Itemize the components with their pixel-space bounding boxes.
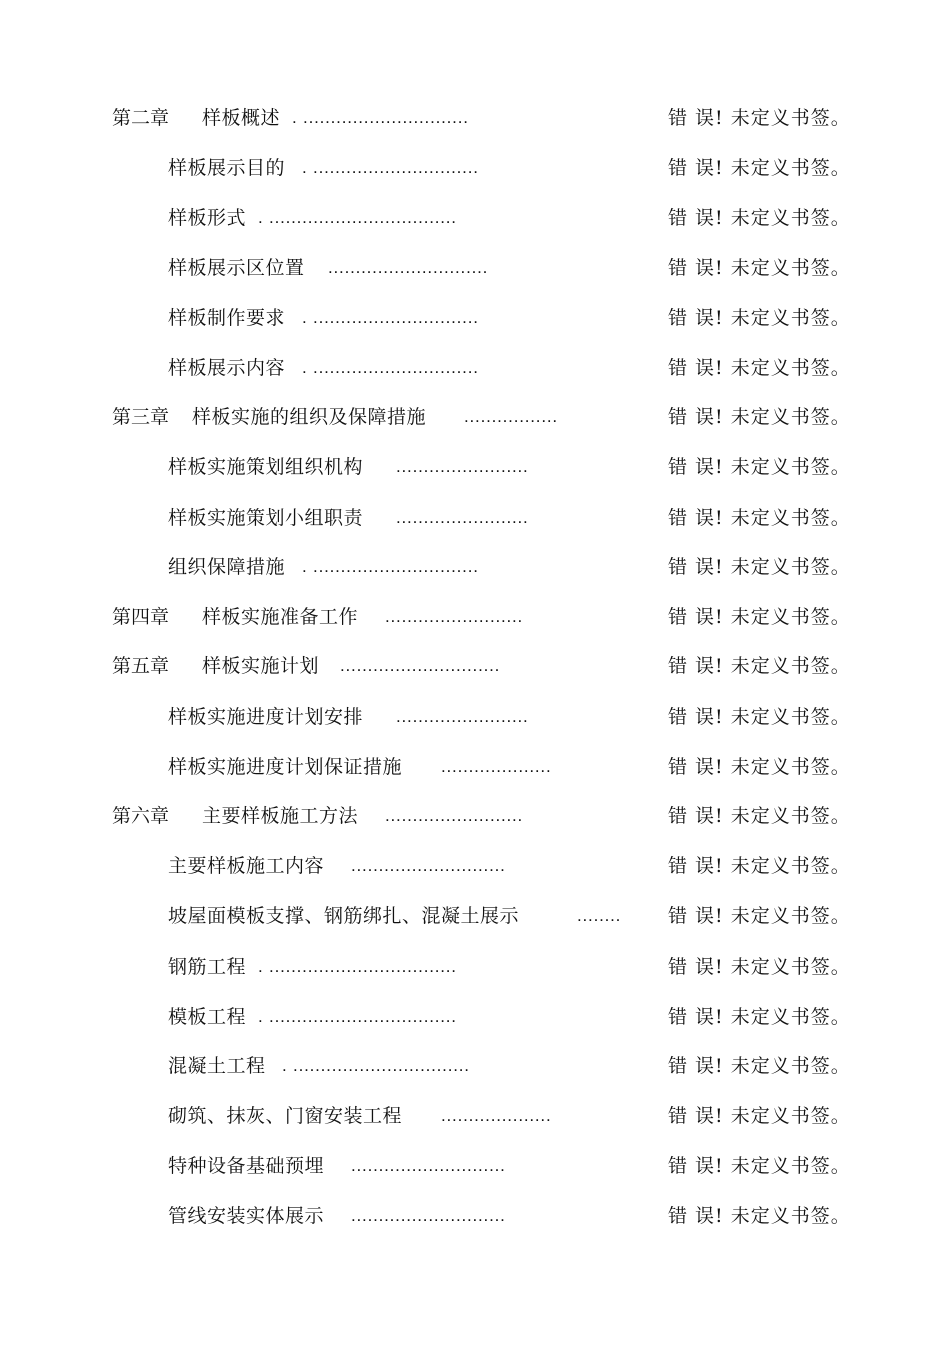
toc-chapter-label: 第四章 — [112, 606, 170, 628]
toc-chapter-label: 第六章 — [112, 805, 170, 827]
toc-entry-title: 样板展示区位置 — [168, 257, 305, 279]
toc-leader-dots: ........................ — [396, 508, 529, 527]
toc-entry-chapter-3[interactable] — [0, 402, 950, 432]
toc-entry-title: 钢筋工程 — [168, 956, 247, 978]
toc-page-ref-error: 错 误! 未定义书签。 — [668, 855, 851, 877]
toc-entry-title: 样板实施的组织及保障措施 — [192, 406, 427, 428]
toc-leader-dots: ............................ — [351, 856, 506, 875]
toc-entry-chapter-2[interactable] — [0, 103, 950, 133]
toc-entry-title: 样板形式 — [168, 207, 247, 229]
toc-entry-title: 样板实施计划 — [202, 655, 320, 677]
toc-leader-dots: . .............................. — [302, 358, 479, 377]
toc-chapter-label: 第二章 — [112, 107, 170, 129]
toc-entry[interactable] — [0, 901, 950, 931]
toc-leader-dots: . .................................. — [258, 1007, 457, 1026]
toc-entry[interactable] — [0, 952, 950, 982]
toc-leader-dots: . .............................. — [302, 158, 479, 177]
toc-leader-dots: . .................................. — [258, 208, 457, 227]
toc-entry[interactable] — [0, 1002, 950, 1032]
toc-entry-title: 坡屋面模板支撑、钢筋绑扎、混凝土展示 — [168, 905, 520, 927]
toc-entry-title: 样板实施进度计划保证措施 — [168, 756, 403, 778]
toc-leader-dots: ............................ — [351, 1156, 506, 1175]
toc-page-ref-error: 错 误! 未定义书签。 — [668, 357, 851, 379]
toc-leader-dots: . .................................. — [258, 957, 457, 976]
toc-page-ref-error: 错 误! 未定义书签。 — [668, 307, 851, 329]
toc-leader-dots: ........ — [577, 906, 622, 925]
toc-leader-dots: ......................... — [385, 806, 524, 825]
toc-page-ref-error: 错 误! 未定义书签。 — [668, 456, 851, 478]
toc-leader-dots: .................... — [441, 1106, 552, 1125]
toc-page-ref-error: 错 误! 未定义书签。 — [668, 257, 851, 279]
toc-leader-dots: ............................. — [328, 258, 489, 277]
toc-entry[interactable] — [0, 1101, 950, 1131]
toc-entry-title: 模板工程 — [168, 1006, 247, 1028]
toc-entry-title: 样板实施策划小组职责 — [168, 507, 364, 529]
toc-entry[interactable] — [0, 303, 950, 333]
toc-entry[interactable] — [0, 153, 950, 183]
toc-entry[interactable] — [0, 253, 950, 283]
toc-entry-chapter-5[interactable] — [0, 651, 950, 681]
toc-leader-dots: ............................ — [351, 1206, 506, 1225]
toc-leader-dots: ............................. — [340, 656, 501, 675]
toc-page-ref-error: 错 误! 未定义书签。 — [668, 507, 851, 529]
toc-page-ref-error: 错 误! 未定义书签。 — [668, 655, 851, 677]
toc-entry[interactable] — [0, 1151, 950, 1181]
toc-leader-dots: . ................................ — [282, 1056, 470, 1075]
toc-entry[interactable] — [0, 503, 950, 533]
toc-leader-dots: .................... — [441, 757, 552, 776]
toc-page-ref-error: 错 误! 未定义书签。 — [668, 1055, 851, 1077]
toc-page-ref-error: 错 误! 未定义书签。 — [668, 556, 851, 578]
toc-page-ref-error: 错 误! 未定义书签。 — [668, 1006, 851, 1028]
toc-page-ref-error: 错 误! 未定义书签。 — [668, 706, 851, 728]
toc-entry-title: 混凝土工程 — [168, 1055, 266, 1077]
toc-page-ref-error: 错 误! 未定义书签。 — [668, 157, 851, 179]
toc-page-ref-error: 错 误! 未定义书签。 — [668, 1105, 851, 1127]
toc-entry[interactable] — [0, 353, 950, 383]
toc-entry-title: 样板展示内容 — [168, 357, 286, 379]
toc-page-ref-error: 错 误! 未定义书签。 — [668, 805, 851, 827]
toc-leader-dots: ........................ — [396, 457, 529, 476]
toc-entry[interactable] — [0, 203, 950, 233]
toc-entry-title: 样板概述 — [202, 107, 281, 129]
toc-entry[interactable] — [0, 851, 950, 881]
toc-entry-title: 组织保障措施 — [168, 556, 286, 578]
toc-entry[interactable] — [0, 702, 950, 732]
toc-page-ref-error: 错 误! 未定义书签。 — [668, 756, 851, 778]
toc-chapter-label: 第五章 — [112, 655, 170, 677]
toc-entry-title: 主要样板施工方法 — [202, 805, 359, 827]
toc-entry-title: 样板实施进度计划安排 — [168, 706, 364, 728]
toc-entry[interactable] — [0, 1201, 950, 1231]
toc-entry-title: 砌筑、抹灰、门窗安装工程 — [168, 1105, 403, 1127]
toc-entry-title: 样板实施准备工作 — [202, 606, 359, 628]
toc-leader-dots: ................. — [464, 407, 558, 426]
toc-leader-dots: ......................... — [385, 607, 524, 626]
toc-page-ref-error: 错 误! 未定义书签。 — [668, 1205, 851, 1227]
toc-entry-title: 特种设备基础预埋 — [168, 1155, 325, 1177]
toc-page-ref-error: 错 误! 未定义书签。 — [668, 207, 851, 229]
toc-entry[interactable] — [0, 1051, 950, 1081]
toc-entry-title: 主要样板施工内容 — [168, 855, 325, 877]
toc-page-ref-error: 错 误! 未定义书签。 — [668, 406, 851, 428]
toc-leader-dots: ........................ — [396, 707, 529, 726]
toc-leader-dots: . .............................. — [302, 308, 479, 327]
toc-chapter-label: 第三章 — [112, 406, 170, 428]
toc-entry[interactable] — [0, 452, 950, 482]
toc-page-ref-error: 错 误! 未定义书签。 — [668, 606, 851, 628]
toc-entry-title: 样板实施策划组织机构 — [168, 456, 364, 478]
toc-leader-dots: . .............................. — [292, 108, 469, 127]
toc-entry-title: 样板制作要求 — [168, 307, 286, 329]
toc-entry-chapter-6[interactable] — [0, 801, 950, 831]
toc-page-ref-error: 错 误! 未定义书签。 — [668, 905, 851, 927]
toc-entry-title: 管线安装实体展示 — [168, 1205, 325, 1227]
toc-entry-title: 样板展示目的 — [168, 157, 286, 179]
toc-page-ref-error: 错 误! 未定义书签。 — [668, 956, 851, 978]
toc-page-ref-error: 错 误! 未定义书签。 — [668, 107, 851, 129]
toc-entry-chapter-4[interactable] — [0, 602, 950, 632]
toc-entry[interactable] — [0, 552, 950, 582]
toc-leader-dots: . .............................. — [302, 557, 479, 576]
toc-entry[interactable] — [0, 752, 950, 782]
toc-page-ref-error: 错 误! 未定义书签。 — [668, 1155, 851, 1177]
